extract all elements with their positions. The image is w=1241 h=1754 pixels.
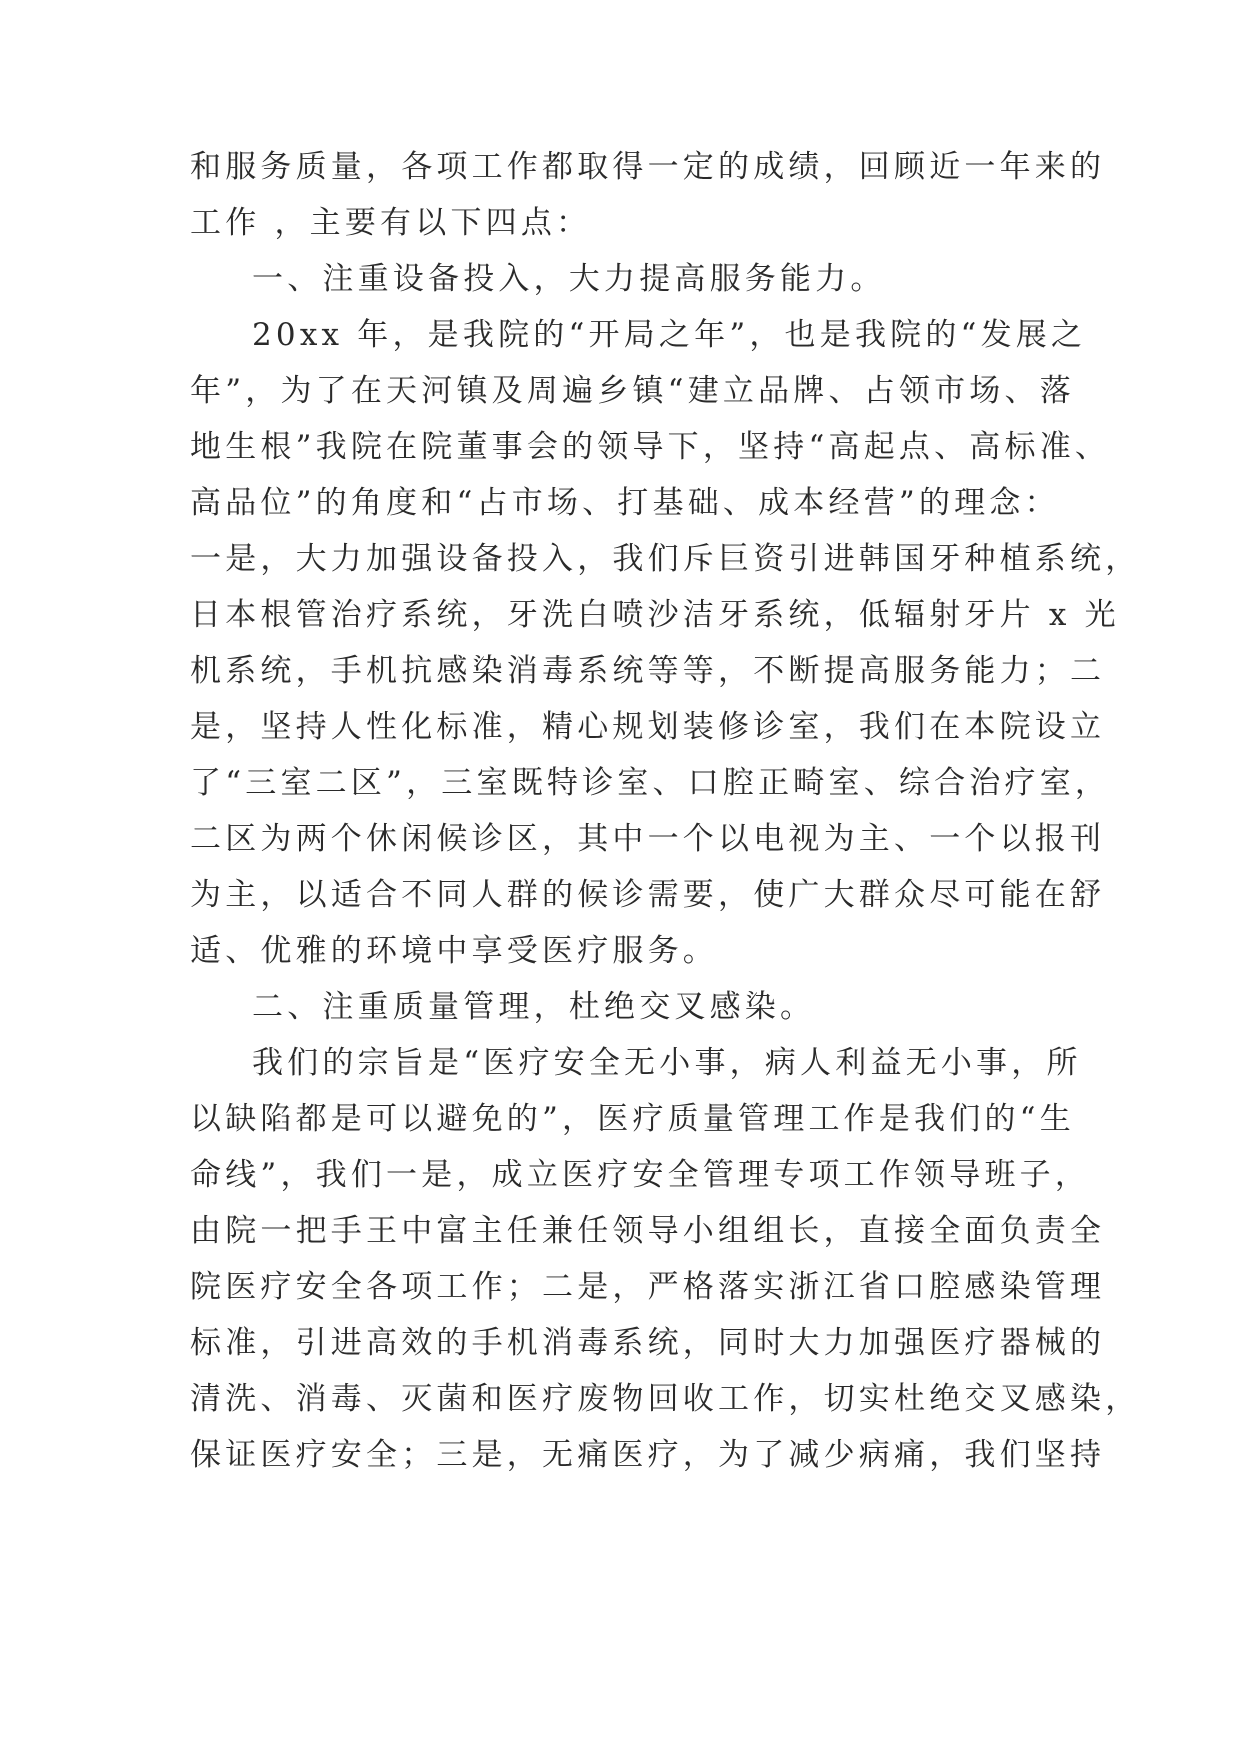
text-line: 命线”，我们一是，成立医疗安全管理专项工作领导班子， — [190, 1157, 1091, 1193]
text-line: 标准，引进高效的手机消毒系统，同时大力加强医疗器械的 — [190, 1325, 1106, 1361]
text-line: 由院一把手王中富主任兼任领导小组组长，直接全面负责全 — [190, 1213, 1106, 1249]
text-line: 一是，大力加强设备投入，我们斥巨资引进韩国牙种植系统， — [190, 541, 1141, 577]
text-line: 清洗、消毒、灭菌和医疗废物回收工作，切实杜绝交叉感染， — [190, 1381, 1141, 1417]
text-line: 为主，以适合不同人群的候诊需要，使广大群众尽可能在舒 — [190, 877, 1106, 913]
text-line: 年”，为了在天河镇及周遍乡镇“建立品牌、占领市场、落 — [190, 373, 1075, 409]
text-line: 院医疗安全各项工作；二是，严格落实浙江省口腔感染管理 — [190, 1269, 1106, 1305]
text-line: 保证医疗安全；三是，无痛医疗，为了减少病痛，我们坚持 — [190, 1437, 1106, 1473]
text-line: 地生根”我院在院董事会的领导下，坚持“高起点、高标准、 — [190, 429, 1111, 465]
text-line: 了“三室二区”，三室既特诊室、口腔正畸室、综合治疗室， — [190, 765, 1111, 801]
text-line: 和服务质量，各项工作都取得一定的成绩，回顾近一年来的 — [190, 149, 1106, 185]
text-line: 日本根管治疗系统，牙洗白喷沙洁牙系统，低辐射牙片 x 光 — [190, 597, 1120, 633]
text-line: 工作 ，主要有以下四点： — [190, 205, 592, 241]
text-line: 我们的宗旨是“医疗安全无小事，病人利益无小事，所 — [252, 1045, 1082, 1081]
text-line: 以缺陷都是可以避免的”，医疗质量管理工作是我们的“生 — [190, 1101, 1075, 1137]
text-line: 是，坚持人性化标准，精心规划装修诊室，我们在本院设立 — [190, 709, 1106, 745]
section-heading: 二、注重质量管理，杜绝交叉感染。 — [252, 989, 816, 1025]
text-line: 高品位”的角度和“占市场、打基础、成本经营”的理念： — [190, 485, 1060, 521]
text-line: 二区为两个休闲候诊区，其中一个以电视为主、一个以报刊 — [190, 821, 1106, 857]
text-line: 20xx 年，是我院的“开局之年”，也是我院的“发展之 — [252, 317, 1087, 353]
section-heading: 一、注重设备投入，大力提高服务能力。 — [252, 261, 886, 297]
text-line: 机系统，手机抗感染消毒系统等等，不断提高服务能力；二 — [190, 653, 1106, 689]
text-line: 适、优雅的环境中享受医疗服务。 — [190, 933, 718, 969]
